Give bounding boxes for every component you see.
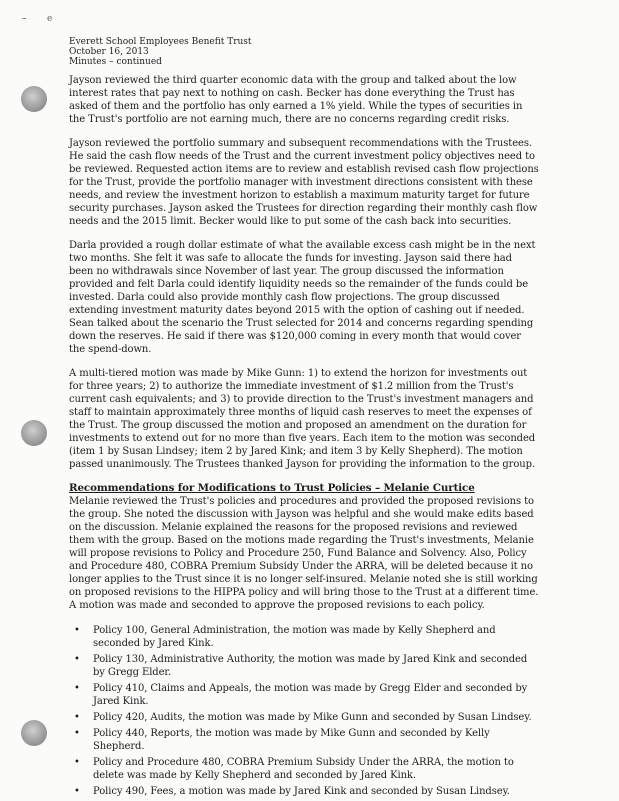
- list-item: • Policy 490, Fees, a motion was made by Jared Kink and seconded by Susan Lindsey.: [93, 785, 539, 798]
- list-item: • Policy 100, General Administration, the motion was made by Kelly Shepherd and seconded by Jared Kink.: [93, 624, 539, 650]
- header-organization: Everett School Employees Benefit Trust: [69, 37, 252, 47]
- header-subtitle: Minutes – continued: [69, 57, 162, 67]
- document-body: [69, 74, 539, 801]
- section-body: Melanie reviewed the Trust's policies and procedures and provided the proposed revisions to the group. She noted the discussion with Jayson was helpful and she would make edits based on the discussion. Melanie explained the reasons for the proposed revisions and reviewed them with the group. Based on the motions made regarding the Trust's investments, Melanie will propose revisions to Policy and Procedure 250, Fund Balance and Solvency. Also, Policy and Procedure 480, COBRA Premium Subsidy Under the ARRA, will be deleted because it no longer applies to the Trust since it is no longer self-insured. Melanie noted she is still working on proposed revisions to the HIPPA policy and will bring those to the Trust at a different time. A motion was made and seconded to approve the proposed revisions to each policy.: [69, 496, 539, 611]
- paragraph: Darla provided a rough dollar estimate of what the available excess cash might be in the next two months. She felt it was safe to allocate the funds for investing. Jayson said there had been no withdrawals since November of last year. The group discussed the information provided and felt Darla could identify liquidity needs so the remainder of the funds could be invested. Darla could also provide monthly cash flow projections. The group discussed extending investment maturity dates beyond 2015 with the option of cashing out if needed. Sean talked about the scenario the Trust selected for 2014 and concerns regarding spending down the reserves. He said if there was $120,000 coming in every month that would cover the spend-down.: [69, 240, 536, 355]
- document-header: [69, 37, 252, 67]
- list-item: • Policy and Procedure 480, COBRA Premium Subsidy Under the ARRA, the motion to delete was made by Kelly Shepherd and seconded by Jared Kink.: [93, 756, 539, 782]
- list-item: • Policy 420, Audits, the motion was made by Mike Gunn and seconded by Susan Lindsey.: [93, 711, 539, 724]
- binder-hole-icon: [21, 86, 47, 112]
- binder-hole-icon: [21, 420, 47, 446]
- binder-hole-icon: [21, 720, 47, 746]
- list-item: • Policy 130, Administrative Authority, the motion was made by Jared Kink and seconded by Gregg Elder.: [93, 653, 539, 679]
- corner-mark: –: [22, 14, 27, 24]
- paragraph: Jayson reviewed the portfolio summary and subsequent recommendations with the Trustees. He said the cash flow needs of the Trust and the current investment policy objectives need to be reviewed. Requested action items are to review and establish revised cash flow projections for the Trust, provide the portfolio manager with investment directions consistent with these needs, and review the investment horizon to establish a maximum maturity target for future security purchases. Jayson asked the Trustees for direction regarding their monthly cash flow needs and the 2015 limit. Becker would like to put some of the cash back into securities.: [69, 138, 539, 227]
- policy-motion-list: [69, 624, 539, 798]
- corner-mark-secondary: e: [47, 14, 53, 24]
- section-title: Recommendations for Modifications to Trust Policies – Melanie Curtice: [69, 482, 475, 494]
- paragraph: Jayson reviewed the third quarter economic data with the group and talked about the low interest rates that pay next to nothing on cash. Becker has done everything the Trust has asked of them and the portfolio has only earned a 1% yield. While the types of securities in the Trust's portfolio are not earning much, there are no concerns regarding credit risks.: [69, 75, 523, 125]
- header-date: October 16, 2013: [69, 47, 149, 57]
- list-item: • Policy 410, Claims and Appeals, the motion was made by Gregg Elder and seconded by Jared Kink.: [93, 682, 539, 708]
- paragraph: A multi-tiered motion was made by Mike Gunn: 1) to extend the horizon for investments out for three years; 2) to authorize the immediate investment of $1.2 million from the Trust's current cash equivalents; and 3) to provide direction to the Trust's investment managers and staff to maintain approximately three months of liquid cash reserves to meet the expenses of the Trust. The group discussed the motion and proposed an amendment on the duration for investments to extend out for no more than five years. Each item to the motion was seconded (item 1 by Susan Lindsey; item 2 by Jared Kink; and item 3 by Kelly Shepherd). The motion passed unanimously. The Trustees thanked Jayson for providing the information to the group.: [69, 368, 536, 470]
- list-item: • Policy 440, Reports, the motion was made by Mike Gunn and seconded by Kelly Shepherd.: [93, 727, 539, 753]
